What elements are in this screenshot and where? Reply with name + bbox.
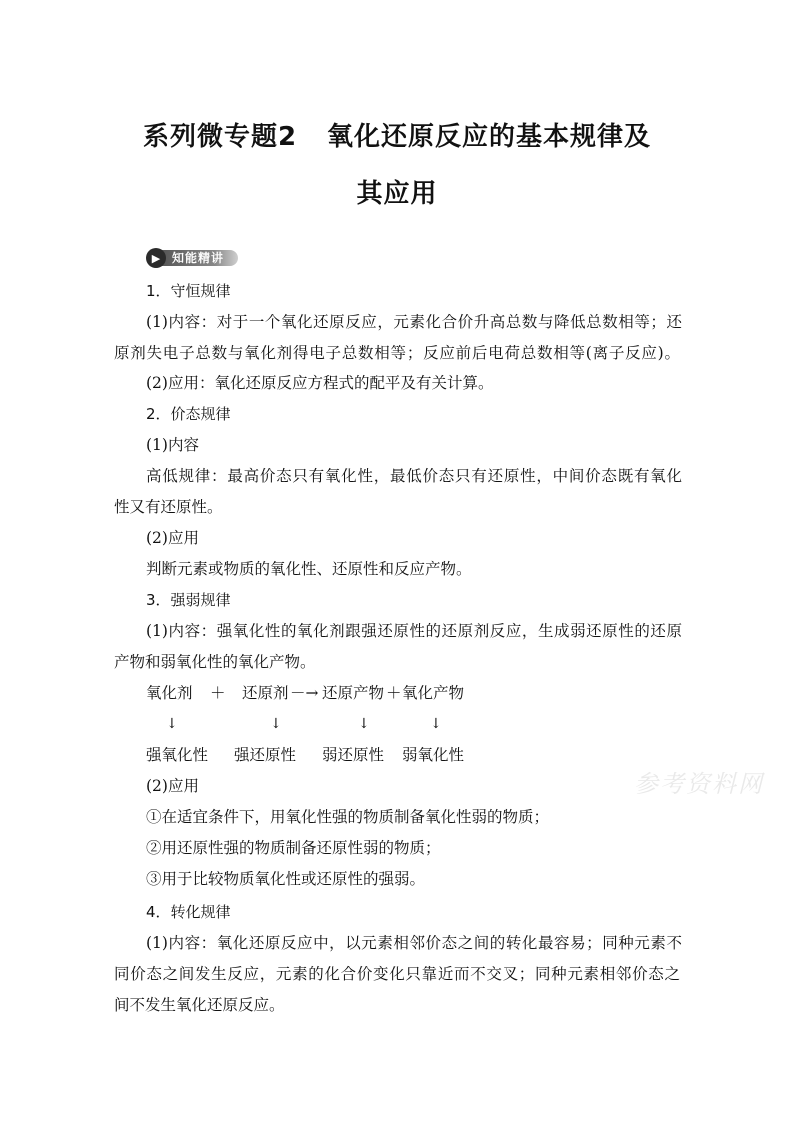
section-badge [146, 248, 238, 268]
section-heading-conservation: 1．守恒规律 [146, 282, 231, 300]
paragraph-line: (1)内容：对于一个氧化还原反应，元素化合价升高总数与降低总数相等；还 [146, 313, 682, 331]
play-arrow-icon: ▶ [146, 248, 166, 268]
paragraph-line: 高低规律：最高价态只有氧化性，最低价态只有还原性，中间价态既有氧化 [146, 467, 682, 485]
scheme-oxidant: 氧化剂 [146, 684, 193, 702]
paragraph-line: (1)内容：氧化还原反应中，以元素相邻价态之间的转化最容易；同种元素不 [146, 934, 682, 952]
paragraph-line: 判断元素或物质的氧化性、还原性和反应产物。 [146, 560, 472, 578]
paragraph-line: 同价态之间发生反应，元素的化合价变化只靠近而不交叉；同种元素相邻价态之 [114, 965, 680, 983]
page-title-line1 [0, 116, 794, 153]
scheme-label-strong-oxidizing: 强氧化性 [146, 746, 209, 764]
paragraph-line: 性又有还原性。 [114, 498, 223, 516]
section-heading-strength: 3．强弱规律 [146, 591, 231, 609]
page-title-line2: 其应用 [356, 179, 438, 209]
scheme-reductant: 还原剂 [242, 684, 289, 702]
down-arrow-icon: ↓ [270, 716, 282, 732]
scheme-arrow: －→ [290, 684, 319, 702]
scheme-plus2: ＋ [386, 684, 402, 702]
title-topic: 氧化还原反应的基本规律及 [327, 122, 652, 152]
paragraph-line: (2)应用 [146, 777, 199, 795]
badge-label: 知能精讲 [160, 250, 238, 266]
scheme-label-weak-reducing: 弱还原性 [322, 746, 385, 764]
scheme-reduced-product: 还原产物 [322, 684, 385, 702]
list-item: ②用还原性强的物质制备还原性弱的物质； [146, 839, 441, 857]
down-arrow-icon: ↓ [430, 716, 442, 732]
list-item: ③用于比较物质氧化性或还原性的强弱。 [146, 870, 426, 888]
paragraph-line: (2)应用：氧化还原反应方程式的配平及有关计算。 [146, 374, 494, 392]
scheme-label-strong-reducing: 强还原性 [234, 746, 297, 764]
watermark: 参考资料网 [634, 770, 764, 798]
section-heading-conversion: 4．转化规律 [146, 903, 231, 921]
section-heading-valence: 2．价态规律 [146, 405, 231, 423]
paragraph-line: 产物和弱氧化性的氧化产物。 [114, 653, 316, 671]
paragraph-line: 原剂失电子总数与氧化剂得电子总数相等；反应前后电荷总数相等(离子反应)。 [114, 344, 680, 362]
paragraph-line: 间不发生氧化还原反应。 [114, 996, 285, 1014]
scheme-oxidized-product: 氧化产物 [402, 684, 465, 702]
down-arrow-icon: ↓ [358, 716, 370, 732]
title-series: 系列微专题2 [142, 122, 298, 152]
scheme-plus: ＋ [210, 684, 226, 702]
paragraph-line: (2)应用 [146, 529, 199, 547]
list-item: ①在适宜条件下，用氧化性强的物质制备氧化性弱的物质； [146, 808, 550, 826]
paragraph-line: (1)内容 [146, 436, 199, 454]
down-arrow-icon: ↓ [166, 716, 178, 732]
scheme-label-weak-oxidizing: 弱氧化性 [402, 746, 465, 764]
paragraph-line: (1)内容：强氧化性的氧化剂跟强还原性的还原剂反应，生成弱还原性的还原 [146, 622, 682, 640]
